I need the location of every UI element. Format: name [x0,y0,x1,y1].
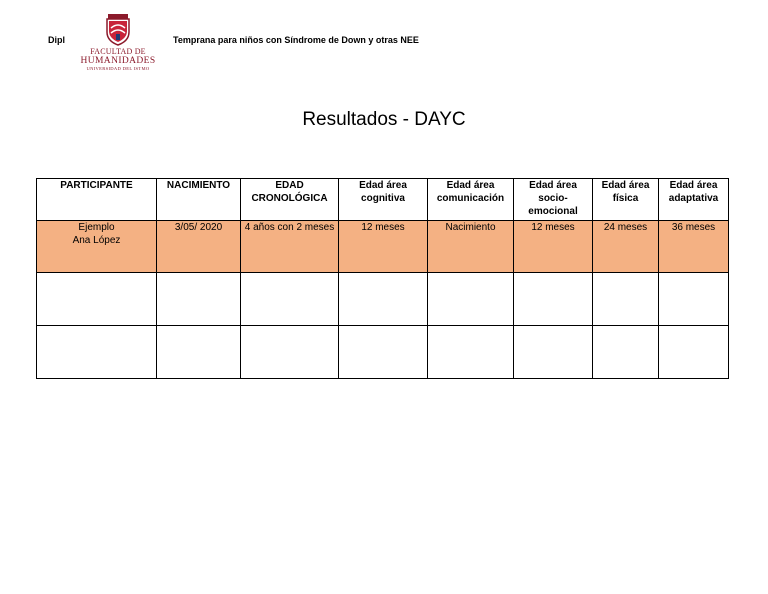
participant-name: Ana López [72,235,121,246]
cell-socio-emotional: 12 meses [514,221,593,273]
cell-physical: 24 meses [593,221,659,273]
column-header-cognitive: Edad área cognitiva [339,179,428,221]
empty-cell[interactable] [593,273,659,326]
empty-cell[interactable] [593,326,659,379]
empty-cell[interactable] [241,273,339,326]
cell-chrono-age: 4 años con 2 meses [241,221,339,273]
column-header-participant: PARTICIPANTE [37,179,157,221]
cell-adaptive: 36 meses [659,221,729,273]
empty-cell[interactable] [37,273,157,326]
cell-birth: 3/05/ 2020 [157,221,241,273]
column-header-physical: Edad área física [593,179,659,221]
results-table [36,178,729,379]
empty-cell[interactable] [241,326,339,379]
empty-cell[interactable] [428,326,514,379]
header-text-right: Temprana para niños con Síndrome de Down y otras NEE [173,35,419,45]
column-header-communication: Edad área comunicación [428,179,514,221]
column-header-socio-emotional: Edad área socio-emocional [514,179,593,221]
empty-cell[interactable] [339,326,428,379]
empty-cell[interactable] [428,273,514,326]
empty-cell[interactable] [339,273,428,326]
table-row [37,326,729,379]
header-text-left: Dipl [48,35,65,45]
page-title: Resultados - DAYC [302,109,466,130]
empty-cell[interactable] [514,326,593,379]
table-row [37,221,729,273]
participant-example-label: Ejemplo [78,222,115,233]
empty-cell[interactable] [37,326,157,379]
empty-cell[interactable] [514,273,593,326]
cell-communication: Nacimiento [428,221,514,273]
empty-cell[interactable] [659,273,729,326]
empty-cell[interactable] [157,273,241,326]
column-header-chrono-age: EDAD CRONOLÓGICA [241,179,339,221]
column-header-adaptive: Edad área adaptativa [659,179,729,221]
faculty-logo [76,14,160,80]
logo-line-university: UNIVERSIDAD DEL ISTMO [86,66,150,71]
table-row [37,273,729,326]
table-header-row [37,179,729,221]
empty-cell[interactable] [659,326,729,379]
column-header-birth: NACIMIENTO [157,179,241,221]
logo-line-humanities: HUMANIDADES [80,56,156,66]
empty-cell[interactable] [157,326,241,379]
cell-cognitive: 12 meses [339,221,428,273]
university-crest-icon [103,14,133,46]
logo-line-faculty: FACULTAD DE [90,47,146,56]
cell-participant [37,221,157,273]
